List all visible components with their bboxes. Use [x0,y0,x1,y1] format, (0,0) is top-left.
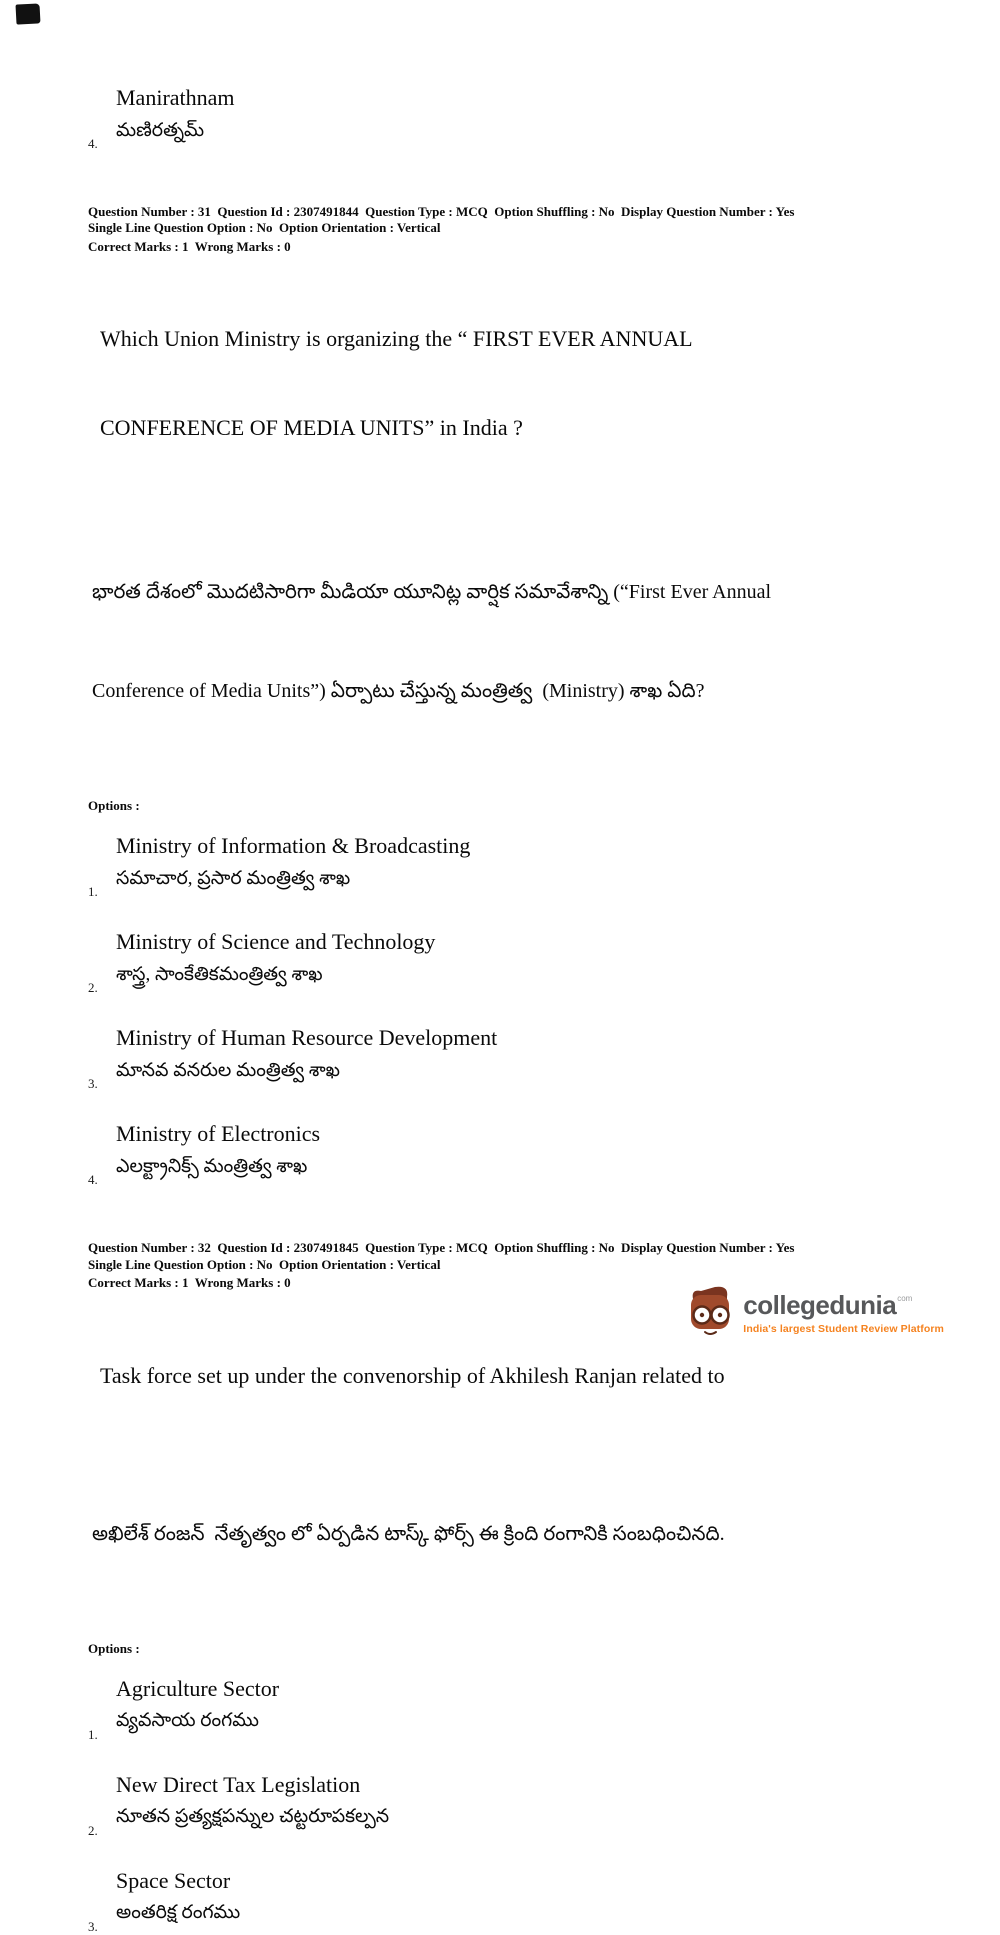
options-label: Options : [88,1640,140,1656]
option-text-telugu: మానవ వనరుల మంత్రిత్వ శాఖ [116,1059,340,1081]
question-meta-line: Single Line Question Option : No Option Orientation : Vertical [88,220,441,236]
option-row [88,928,920,996]
option-text-telugu: మణిరత్నమ్ [116,119,205,141]
question-telugu-line: భారత దేశంలో మొదటిసారిగా మీడియా యూనిట్ల వార్షిక సమావేశాన్ని (“First Ever Annual [92,581,772,604]
logo-wordmark: collegedunia [743,1289,897,1320]
option-row [88,1024,920,1092]
question-marks-line: Correct Marks : 1 Wrong Marks : 0 [88,1274,291,1290]
option-text-english: Ministry of Information & Broadcasting [116,833,471,859]
option-row [88,832,920,900]
option-number: 4. [88,1172,98,1188]
option-row [88,1675,920,1742]
option-text-english: Agriculture Sector [116,1675,280,1701]
question-block-31 [88,204,920,1188]
option-text-english: Ministry of Human Resource Development [116,1025,498,1051]
option-row [88,1120,920,1188]
option-row [88,1771,920,1838]
option-row [88,1867,920,1934]
option-text-english: Ministry of Science and Technology [116,929,436,955]
option-text-english: Ministry of Electronics [116,1121,321,1147]
option-text-telugu: ఎలక్ట్రానిక్స్ మంత్రిత్వ శాఖ [116,1155,308,1177]
option-text-english: Space Sector [116,1867,231,1893]
option-number: 1. [88,1726,98,1742]
option-text-telugu: అంతరిక్ష రంగము [116,1902,241,1924]
logo-tagline: India's largest Student Review Platform [743,1322,944,1335]
option-text-telugu: నూతన ప్రత్యక్షపన్నుల చట్టరూపకల్పన [116,1806,390,1828]
scan-artifact-mark [15,3,40,24]
question-telugu-line: Conference of Media Units”) ఏర్పాటు చేస్తున్న మంత్రిత్వ (Ministry) శాఖ ఏది? [92,680,705,703]
option-number: 3. [88,1076,98,1092]
option-number: 3. [88,1918,98,1934]
question-english-line: Task force set up under the convenorship of Akhilesh Ranjan related to [100,1362,725,1388]
option-number: 2. [88,1822,98,1838]
question-marks-line: Correct Marks : 1 Wrong Marks : 0 [88,238,291,254]
collegedunia-mascot-icon [685,1285,733,1341]
question-text-english [100,265,920,503]
option-number: 1. [88,884,98,900]
collegedunia-logo [685,1285,944,1341]
question-meta-line: Question Number : 31 Question Id : 2307491844 Question Type : MCQ Option Shuffling : No Display Question Number : Yes [88,204,795,220]
logo-wordmark-suffix: com [897,1293,913,1303]
question-text-telugu [92,510,920,774]
options-label: Options : [88,798,140,814]
option-text-telugu: వ్యవసాయ రంగము [116,1710,259,1732]
option-number: 2. [88,980,98,996]
question-english-line: CONFERENCE OF MEDIA UNITS” in India ? [100,415,523,441]
question-meta-line: Question Number : 32 Question Id : 2307491845 Question Type : MCQ Option Shuffling : No Display Question Number : Yes [88,1240,795,1256]
question-meta-line: Single Line Question Option : No Option Orientation : Vertical [88,1256,441,1272]
option-text-telugu: శాస్త్ర, సాంకేతికమంత్రిత్వ శాఖ [116,963,323,985]
question-english-line: Which Union Ministry is organizing the “ FIRST EVER ANNUAL [100,326,693,352]
question-block-32 [88,1240,920,1934]
option-row [88,84,920,152]
option-text-english: New Direct Tax Legislation [116,1771,361,1797]
option-text-telugu: సమాచార, ప్రసార మంత్రిత్వ శాఖ [116,867,351,889]
question-text-telugu [92,1452,920,1617]
question-telugu-line: అఖిలేశ్ రంజన్ నేతృత్వం లో ఏర్పడిన టాస్క్ ఫోర్స్ ఈ క్రింది రంగానికి సంబధించినది. [92,1522,725,1545]
option-text-english: Manirathnam [116,85,235,110]
logo-wordmark-row [743,1289,944,1320]
option-number: 4. [88,136,98,152]
logo-text [743,1289,944,1335]
